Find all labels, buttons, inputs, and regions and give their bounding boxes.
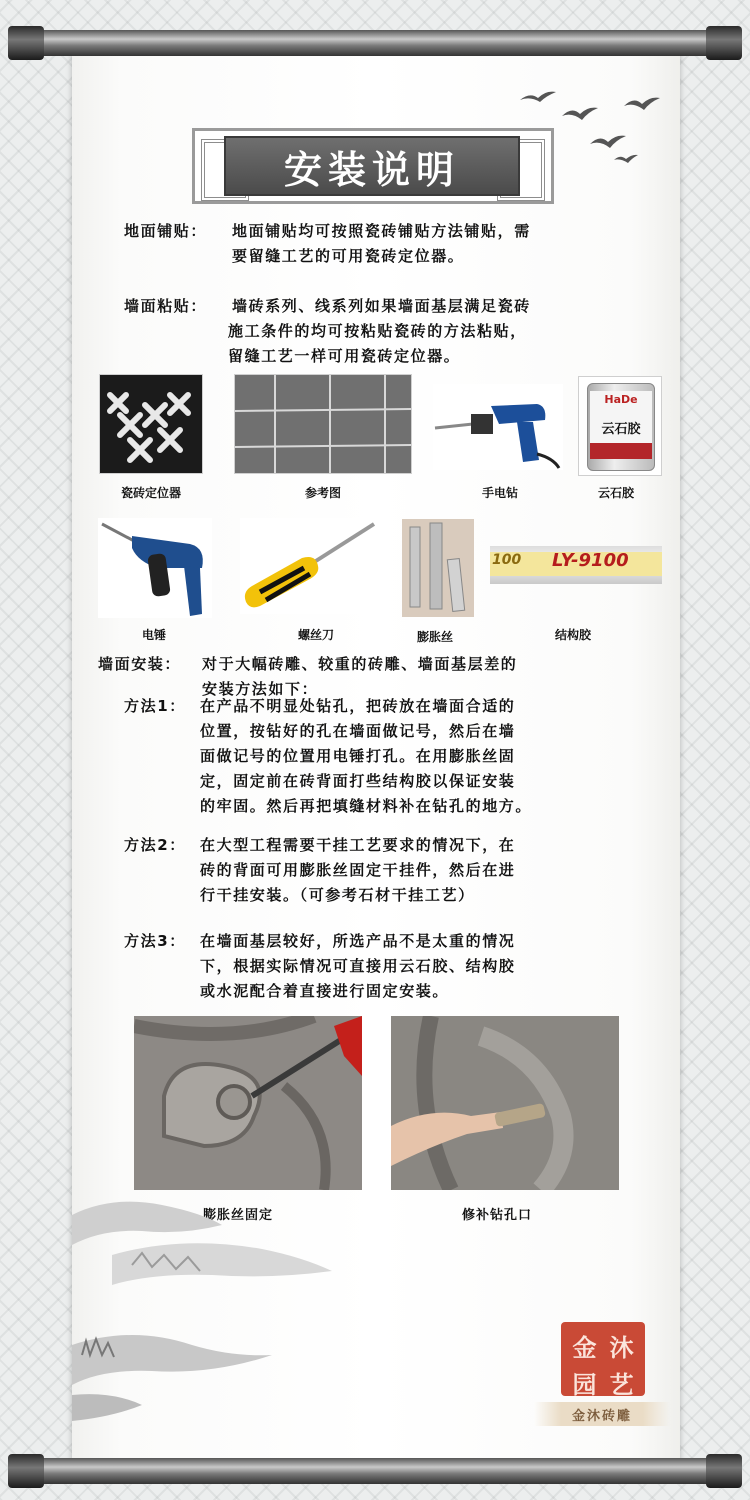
method-2-line-3: 行干挂安装。（可参考石材干挂工艺） bbox=[200, 886, 475, 904]
reference-wall-photo bbox=[234, 374, 412, 474]
method-1-section bbox=[124, 694, 644, 819]
brand-seal bbox=[561, 1322, 645, 1399]
method-3-line-2: 下，根据实际情况可直接用云石胶、结构胶 bbox=[200, 957, 516, 975]
method-2-line-1: 在大型工程需要干挂工艺要求的情况下，在 bbox=[200, 836, 516, 854]
product-caption-7: 膨胀丝 bbox=[416, 630, 453, 644]
floor-line-1: 地面铺贴均可按照瓷砖铺贴方法铺贴，需 bbox=[232, 222, 531, 240]
top-scroll-rod bbox=[12, 30, 738, 56]
photo-caption-2: 修补钻孔口 bbox=[462, 1208, 533, 1223]
page-title: 安装说明 bbox=[283, 146, 460, 192]
repair-hole-photo bbox=[391, 1016, 619, 1190]
method-1-line-1: 在产品不明显处钻孔，把砖放在墙面合适的 bbox=[200, 697, 516, 715]
method-1-line-5: 的牢固。然后再把填缝材料补在钻孔的地方。 bbox=[200, 797, 533, 815]
structural-adhesive-tube-photo bbox=[490, 546, 662, 584]
can-brand-text: HaDe bbox=[604, 393, 638, 406]
method-3-line-3: 或水泥配合着直接进行固定安装。 bbox=[200, 982, 450, 1000]
method-2-label: 方法2： bbox=[124, 836, 186, 854]
rotary-hammer-photo bbox=[98, 518, 212, 618]
method-2-line-2: 砖的背面可用膨胀丝固定干挂件，然后在进 bbox=[200, 861, 516, 879]
tube-label: LY-9100 bbox=[552, 550, 629, 571]
seal-char-2: 沐 bbox=[609, 1333, 634, 1362]
wall-paste-label: 墙面粘贴： bbox=[124, 297, 208, 315]
hand-drill-photo bbox=[433, 384, 563, 470]
product-caption-3: 手电钻 bbox=[481, 486, 518, 500]
title-plate bbox=[224, 136, 520, 196]
method-1-line-4: 定，固定前在砖背面打些结构胶以保证安装 bbox=[200, 772, 516, 790]
product-caption-8: 结构胶 bbox=[554, 628, 591, 642]
tube-label-left: 100 bbox=[492, 552, 522, 568]
tile-spacers-photo bbox=[99, 374, 203, 474]
seal-char-1: 金 bbox=[572, 1333, 597, 1362]
wall-install-label: 墙面安装： bbox=[98, 655, 182, 673]
bolt-fixing-photo bbox=[134, 1016, 362, 1190]
screwdriver-photo bbox=[240, 518, 380, 614]
method-1-line-3: 面做记号的位置用电锤打孔。在用膨胀丝固 bbox=[200, 747, 516, 765]
marble-glue-can-photo bbox=[578, 376, 662, 476]
method-3-label: 方法3： bbox=[124, 932, 186, 950]
wall-paste-line-3: 留缝工艺一样可用瓷砖定位器。 bbox=[228, 347, 461, 365]
expansion-bolt-photo bbox=[402, 519, 474, 617]
product-caption-1: 瓷砖定位器 bbox=[120, 486, 181, 500]
product-caption-2: 参考图 bbox=[304, 486, 341, 500]
ink-landscape-illustration bbox=[72, 1195, 392, 1435]
wall-paste-line-2: 施工条件的均可按粘贴瓷砖的方法粘贴， bbox=[228, 322, 527, 340]
product-caption-6: 螺丝刀 bbox=[297, 628, 334, 642]
method-1-line-2: 位置，按钻好的孔在墙面做记号，然后在墙 bbox=[200, 722, 516, 740]
method-2-section bbox=[124, 833, 644, 909]
product-caption-4: 云石胶 bbox=[597, 486, 634, 500]
method-1-label: 方法1： bbox=[124, 697, 186, 715]
floor-section bbox=[124, 219, 644, 273]
seal-char-3: 园 bbox=[572, 1370, 597, 1399]
bottom-scroll-rod bbox=[12, 1458, 738, 1484]
brand-name: 金沐砖雕 bbox=[571, 1408, 632, 1424]
method-3-section bbox=[124, 929, 644, 1005]
brand-banner bbox=[534, 1402, 670, 1426]
can-label-text: 云石胶 bbox=[601, 422, 641, 437]
wall-paste-section bbox=[124, 294, 644, 372]
seal-char-4: 艺 bbox=[609, 1370, 634, 1399]
wall-paste-line-1: 墙砖系列、线系列如果墙面基层满足瓷砖 bbox=[232, 297, 531, 315]
wall-install-line-1: 对于大幅砖雕、较重的砖雕、墙面基层差的 bbox=[202, 655, 518, 673]
photo-caption-1: 膨胀丝固定 bbox=[203, 1208, 274, 1223]
floor-label: 地面铺贴： bbox=[124, 222, 208, 240]
wall-install-line-2: 安装方法如下： bbox=[202, 680, 319, 698]
floor-line-2: 要留缝工艺的可用瓷砖定位器。 bbox=[232, 247, 465, 265]
method-3-line-1: 在墙面基层较好，所选产品不是太重的情况 bbox=[200, 932, 516, 950]
product-caption-5: 电锤 bbox=[141, 628, 166, 642]
